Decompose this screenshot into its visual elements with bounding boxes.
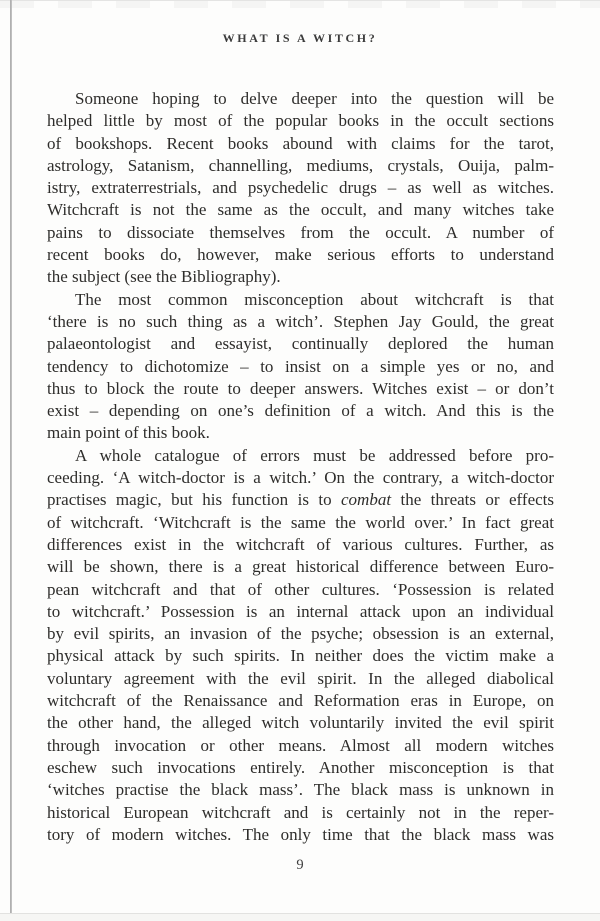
- paragraph: [47, 445, 554, 846]
- paragraph: [47, 289, 554, 445]
- text-line: historical European witchcraft and is certainly not in the reper-: [47, 802, 554, 822]
- text-line: the subject (see the Bibliography).: [47, 267, 281, 287]
- text-line: exist – depending on one’s definition of a witch. And this is the: [47, 401, 554, 421]
- text-line: helped little by most of the popular books in the occult sections: [47, 111, 554, 131]
- text-line: tory of modern witches. The only time that the black mass was: [47, 824, 554, 844]
- text-line: main point of this book.: [47, 423, 210, 443]
- text-line: by evil spirits, an invasion of the psyche; obsession is an external,: [47, 624, 554, 644]
- text-segment: practises magic, but his function is to: [47, 490, 342, 510]
- text-line: pean witchcraft and that of other cultures. ‘Possession is related: [47, 579, 554, 599]
- text-line: Someone hoping to delve deeper into the question will be: [75, 89, 554, 108]
- paragraph: [47, 88, 554, 289]
- text-line: differences exist in the witchcraft of various cultures. Further, as: [47, 534, 554, 554]
- text-line: recent books do, however, make serious efforts to understand: [47, 245, 554, 265]
- text-line: the other hand, the alleged witch voluntarily invited the evil spirit: [47, 713, 554, 733]
- text-line: of witchcraft. ‘Witchcraft is the same the world over.’ In fact great: [47, 512, 554, 532]
- body-text: [47, 88, 554, 846]
- text-line: through invocation or other means. Almost all modern witches: [47, 735, 554, 755]
- text-line: will be shown, there is a great historical difference between Euro-: [47, 557, 554, 577]
- text-line: to witchcraft.’ Possession is an internal attack upon an individual: [47, 601, 554, 621]
- text-line: ‘there is no such thing as a witch’. Stephen Jay Gould, the great: [47, 311, 554, 331]
- text-line: thus to block the route to deeper answers. Witches exist – or don’t: [47, 378, 554, 398]
- text-line: tendency to dichotomize – to insist on a simple yes or no, and: [47, 356, 554, 376]
- text-line: Witchcraft is not the same as the occult, and many witches take: [47, 200, 554, 220]
- page-number: 9: [296, 857, 304, 873]
- text-line: voluntary agreement with the evil spirit. In the alleged diabolical: [47, 668, 554, 688]
- text-line: The most common misconception about witchcraft is that: [75, 289, 554, 309]
- scan-edge-left: [10, 0, 12, 914]
- text-line: istry, extraterrestrials, and psychedelic drugs – as well as witches.: [47, 178, 554, 198]
- running-head: WHAT IS A WITCH?: [222, 31, 378, 45]
- text-line: ceeding. ‘A witch-doctor is a witch.’ On the contrary, a witch-doctor: [47, 468, 554, 488]
- italic-text: combat: [341, 490, 392, 510]
- scan-edge-bottom: [0, 913, 600, 921]
- text-line: pains to dissociate themselves from the occult. A number of: [47, 222, 554, 242]
- text-line: of bookshops. Recent books abound with claims for the tarot,: [47, 133, 554, 153]
- text-line: A whole catalogue of errors must be addressed before pro-: [75, 445, 554, 465]
- text-line: eschew such invocations entirely. Another misconception is that: [47, 757, 554, 777]
- scan-edge-top: [0, 0, 600, 8]
- text-line: witchcraft of the Renaissance and Reformation eras in Europe, on: [47, 691, 554, 711]
- text-line: palaeontologist and essayist, continually deplored the human: [47, 334, 554, 354]
- text-line: astrology, Satanism, channelling, mediums, crystals, Ouija, palm-: [47, 155, 554, 175]
- text-line: physical attack by such spirits. In neither does the victim make a: [47, 646, 554, 666]
- text-line: [47, 489, 554, 511]
- text-segment: the threats or effects: [391, 490, 554, 510]
- text-line: ‘witches practise the black mass’. The black mass is unknown in: [47, 780, 554, 800]
